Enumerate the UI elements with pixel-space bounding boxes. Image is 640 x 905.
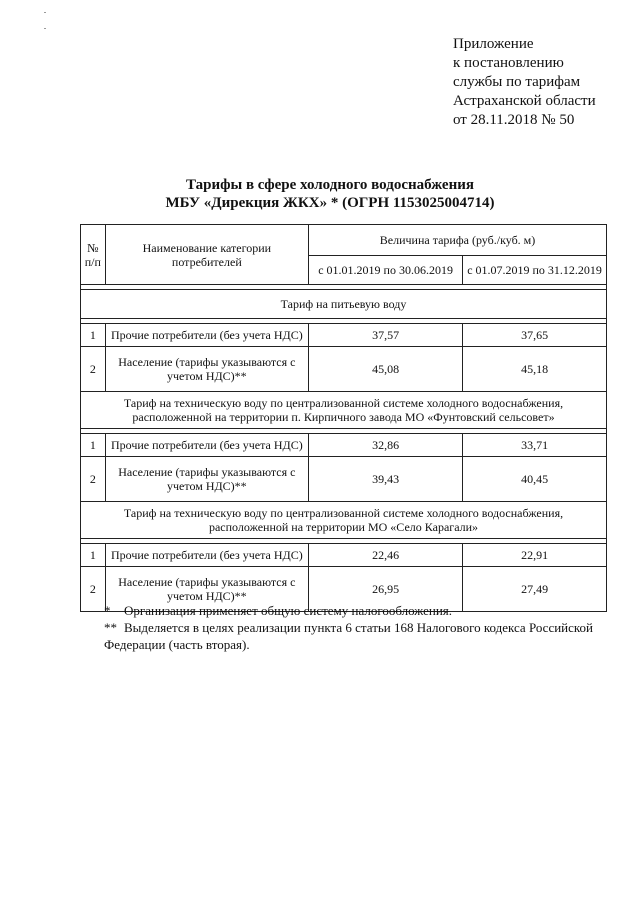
tariff-table [80,224,607,612]
row-category: Прочие потребители (без учета НДС) [105,544,308,567]
row-value-2: 27,49 [463,567,607,612]
appendix-line: к постановлению [453,55,564,71]
appendix-note [453,35,633,130]
row-value-2: 22,91 [463,544,607,567]
row-num: 1 [81,544,106,567]
row-num: 2 [81,457,106,502]
footnote-2 [80,619,607,653]
section-header-row [81,392,607,429]
row-value-2: 37,65 [463,324,607,347]
row-value-1: 22,46 [309,544,463,567]
row-value-2: 45,18 [463,347,607,392]
row-value-1: 39,43 [309,457,463,502]
header-period-2: с 01.07.2019 по 31.12.2019 [463,256,607,285]
footnote-text: Организация применяет общую систему налогообложения. [124,603,453,618]
row-num: 2 [81,347,106,392]
table-row [81,434,607,457]
footnote-1 [80,602,607,619]
row-value-2: 33,71 [463,434,607,457]
scan-speck [44,12,46,13]
section-title: Тариф на питьевую воду [81,290,607,319]
footnote-text: Выделяется в целях реализации пункта 6 статьи 168 Налогового кодекса Российской Федерации (часть вторая). [104,620,594,652]
table-row [81,324,607,347]
document-title [80,176,580,212]
footnote-mark: ** [104,620,117,635]
header-tariff: Величина тарифа (руб./куб. м) [309,225,607,256]
row-value-1: 37,57 [309,324,463,347]
footnote-mark: * [104,603,111,618]
section-title: Тариф на техническую воду по централизованной системе холодного водоснабжения, расположенной на территории п. Кирпичного завода МО «Фунтовский сельсовет» [81,392,607,429]
row-num: 1 [81,324,106,347]
appendix-line: Астраханской области [453,93,596,109]
row-category: Прочие потребители (без учета НДС) [105,434,308,457]
footnotes [80,602,607,653]
row-category: Прочие потребители (без учета НДС) [105,324,308,347]
row-category: Население (тарифы указываются с учетом НДС)** [105,347,308,392]
row-value-1: 32,86 [309,434,463,457]
row-value-1: 45,08 [309,347,463,392]
header-period-1: с 01.01.2019 по 30.06.2019 [309,256,463,285]
header-row [81,225,607,256]
appendix-line: от 28.11.2018 № 50 [453,112,575,128]
section-header-row [81,290,607,319]
row-value-2: 40,45 [463,457,607,502]
table-row [81,544,607,567]
table-row [81,457,607,502]
row-num: 2 [81,567,106,612]
section-header-row [81,502,607,539]
header-category: Наименование категории потребителей [105,225,308,285]
title-line-1: Тарифы в сфере холодного водоснабжения [185,177,474,193]
table-row [81,347,607,392]
row-value-1: 26,95 [309,567,463,612]
scan-speck [44,28,46,29]
row-num: 1 [81,434,106,457]
title-line-2: МБУ «Дирекция ЖКХ» * (ОГРН 1153025004714) [165,195,495,211]
appendix-line: службы по тарифам [453,74,581,90]
section-title: Тариф на техническую воду по централизованной системе холодного водоснабжения, расположенной на территории МО «Село Карагали» [81,502,607,539]
header-num: № п/п [81,225,106,285]
appendix-line: Приложение [453,36,534,52]
row-category: Население (тарифы указываются с учетом НДС)** [105,567,308,612]
row-category: Население (тарифы указываются с учетом НДС)** [105,457,308,502]
